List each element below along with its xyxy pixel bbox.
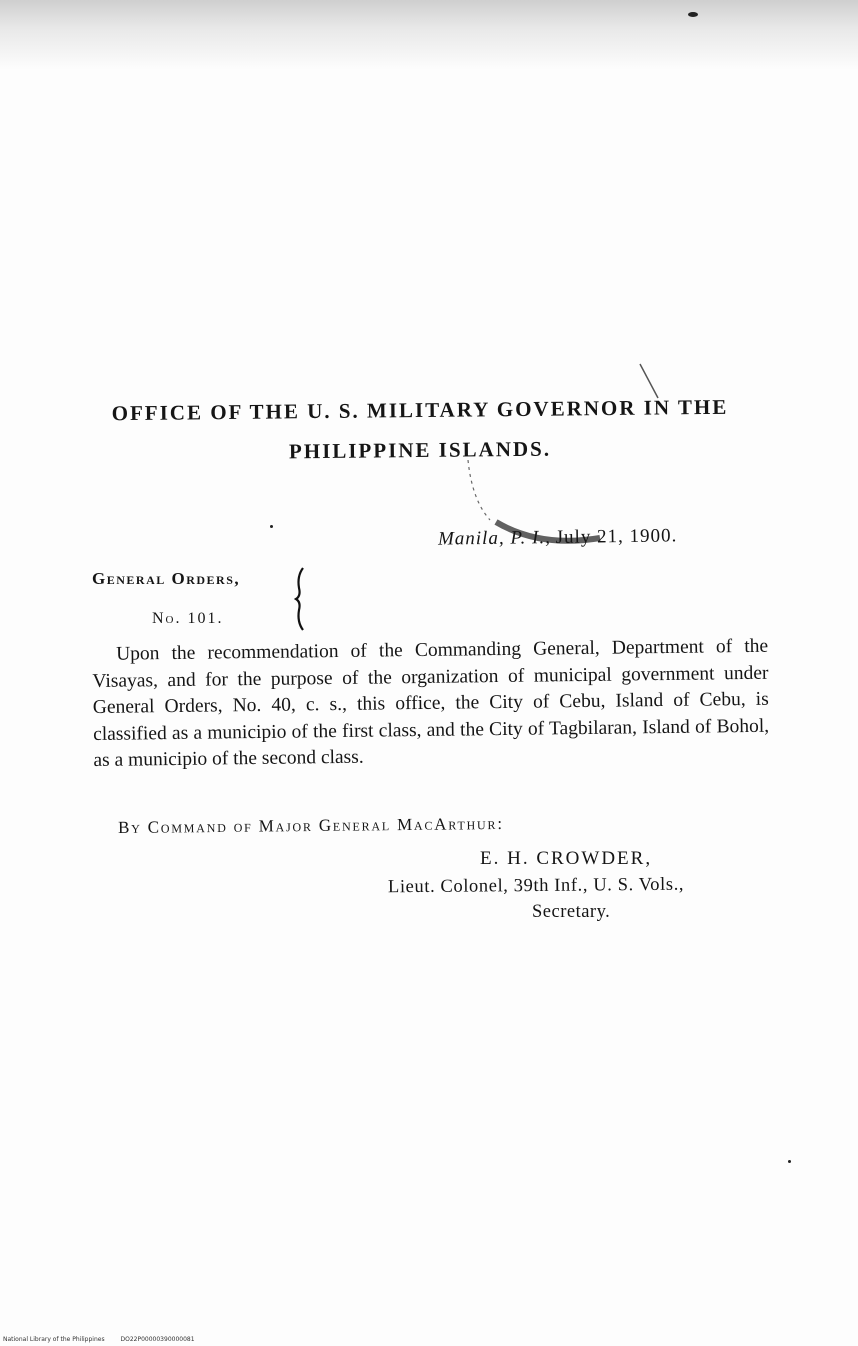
office-heading-line-2: PHILIPPINE ISLANDS. bbox=[288, 436, 552, 464]
general-orders-label: General Orders, bbox=[92, 569, 241, 588]
ink-speck bbox=[270, 525, 273, 528]
ink-speck bbox=[788, 1160, 791, 1163]
brace-mark bbox=[293, 566, 307, 632]
office-heading-line-1: OFFICE OF THE U. S. MILITARY GOVERNOR IN THE bbox=[111, 394, 729, 426]
scan-shadow bbox=[0, 0, 858, 70]
ink-speck bbox=[688, 12, 698, 17]
signer-title: Secretary. bbox=[532, 902, 611, 922]
signer-name: E. H. CROWDER, bbox=[480, 848, 653, 869]
scan-footer bbox=[3, 1336, 209, 1343]
command-line: By Command of Major General MacArthur: bbox=[117, 813, 504, 838]
order-paragraph: Upon the recommendation of the Commanding General, Department of the Visayas, and for the purpose of the organization of municipal government under General Orders, No. 40, c. s., this office, the City of Cebu, Island of Cebu, is classified as a municipio of the first class, and the City of Tagbilaran, Island of Bohol, as a municipio of the second class. bbox=[92, 635, 770, 771]
signer-rank: Lieut. Colonel, 39th Inf., U. S. Vols., bbox=[387, 874, 685, 898]
dateline-date: July 21, 1900. bbox=[555, 525, 678, 549]
footer-library: National Library of the Philippines bbox=[3, 1336, 105, 1343]
general-orders-number: No. 101. bbox=[152, 610, 224, 627]
dateline-place: Manila, P. I., bbox=[437, 527, 552, 550]
footer-code: DO22P00000390000081 bbox=[120, 1336, 195, 1343]
dateline bbox=[438, 525, 678, 550]
